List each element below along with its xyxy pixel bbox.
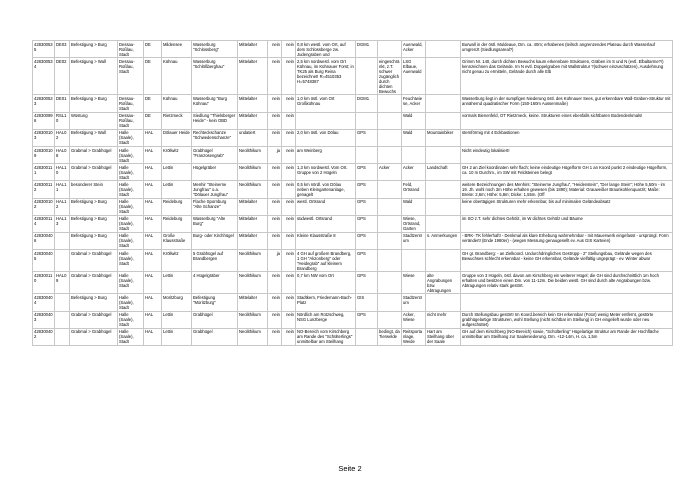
cell-period: Neolithikum	[238, 250, 268, 272]
cell-col-b: nein	[282, 58, 296, 95]
cell-remarks: weitere Bezeichnungen des Menhirs: "Steinerne Jungfrau", "Heidenstein", "Der lange Stein"; Höhe 5,50m - im 19. Jh. wohl noch 3m Höhe erhalten gewesen (bis 1890); Material: Grauweißer Braunkohlenquarzit; Maße: Breite: 2,6m; Höhe: 5,8m; Dicke: 1,55m. (Off	[461, 181, 673, 198]
cell-location: 1,3 km nordwestl. Vom Ort. Gruppe von 2 Hügeln	[296, 164, 356, 181]
cell-object-id: 428300110	[33, 272, 55, 294]
cell-col-a: nein	[268, 164, 282, 181]
cell-short-code	[55, 328, 70, 345]
cell-access	[378, 112, 402, 129]
cell-threat	[426, 146, 461, 163]
cell-land-use: Wald	[402, 112, 426, 129]
table-row	[33, 181, 673, 198]
cell-threat	[426, 198, 461, 215]
cell-location: Kleine Klausstraße 8	[296, 232, 356, 249]
cell-locality: Lettin	[162, 181, 192, 198]
cell-access	[378, 250, 402, 272]
cell-short-code: DE02	[55, 58, 70, 95]
cell-col-a: nein	[268, 215, 282, 232]
cell-period: Mittelalter	[238, 58, 268, 95]
cell-object-id: 428300109	[33, 146, 55, 163]
cell-district: Dessau-Roßlau, Stadt	[118, 41, 144, 58]
cell-object-id: 428300111	[33, 164, 55, 181]
cell-col-a: nein	[268, 311, 282, 328]
cell-object-id: 428300533	[33, 95, 55, 112]
table-row	[33, 129, 673, 146]
cell-locality: Reideburg	[162, 215, 192, 232]
cell-short-code: HAL02	[55, 129, 70, 146]
cell-category: Befestigung > Wall	[70, 129, 118, 146]
cell-district-code: HAL	[144, 215, 162, 232]
cell-remarks	[461, 294, 673, 311]
cell-category: Grabmal > Grabhügel	[70, 311, 118, 328]
cell-period: Mittelalter	[238, 232, 268, 249]
cell-remarks: vormals Bienenfeld, OT Rietzmeck, keine. Strukturen eines ebenfalls sichtbaren Bodendenkmals!	[461, 112, 673, 129]
cell-short-code: HAL10	[55, 164, 70, 181]
cell-district: Halle (Saale), Stadt	[118, 294, 144, 311]
cell-location: Nördlich am Rotzschweg, NSG Lunzberge	[296, 311, 356, 328]
cell-location: am Weinberg	[296, 146, 356, 163]
cell-short-code	[55, 294, 70, 311]
cell-land-use: Acker, Wiese	[402, 311, 426, 328]
cell-district-code: HAL	[144, 232, 162, 249]
cell-object-id: 428300103	[33, 129, 55, 146]
cell-category: Befestigung > Burg	[70, 215, 118, 232]
cell-site-name: Grabhügel	[192, 311, 238, 328]
cell-land-use: Stadtzentrum	[402, 294, 426, 311]
cell-district-code: DE	[144, 41, 162, 58]
cell-location: 4 GH auf großem Brandberg, 1 GH "Akzonberg" oder "Heidegrab" auf kleinem Brandberg	[296, 250, 356, 272]
cell-category: Wüstung	[70, 112, 118, 129]
cell-access	[378, 129, 402, 146]
cell-district: Halle (Saale), Stadt	[118, 198, 144, 215]
cell-locality: Große Klausstraße	[162, 232, 192, 249]
cell-col-b: nein	[282, 294, 296, 311]
cell-survey-method: GPS	[356, 232, 378, 249]
cell-period: Neolithikum	[238, 311, 268, 328]
cell-locality: Mildensee	[162, 41, 192, 58]
cell-access	[378, 272, 402, 294]
table-row	[33, 215, 673, 232]
cell-col-b: nein	[282, 232, 296, 249]
cell-survey-method: GPS	[356, 215, 378, 232]
cell-site-name: Wasserburg "Alte Burg"	[192, 215, 238, 232]
cell-access: Acker	[378, 164, 402, 181]
cell-location: 0,8 km westl. vom Ort, auf dem Schlossberge zw. Judengraben und	[296, 41, 356, 58]
cell-district: Dessau-Roßlau, Stadt	[118, 58, 144, 95]
table-row	[33, 95, 673, 112]
cell-remarks: keine obertägigen Strukturen mehr erkennbar, bis auf minimalen Geländeabsatz	[461, 198, 673, 215]
cell-site-name: Menhir "Steinerne Jungfrau" o.a. "Dölauer Jungfrau"	[192, 181, 238, 198]
cell-period: Mittelalter	[238, 95, 268, 112]
cell-short-code: DE03	[55, 41, 70, 58]
cell-category: Grabmal > Grabhügel	[70, 250, 118, 272]
cell-locality: Kröllwitz	[162, 250, 192, 272]
cell-period: Neolithikum	[238, 328, 268, 345]
cell-period: Mittelalter	[238, 112, 268, 129]
cell-locality: Reideburg	[162, 198, 192, 215]
table-row	[33, 250, 673, 272]
cell-access	[378, 294, 402, 311]
cell-site-name: Wasserburg "Schlossberg"	[192, 41, 238, 58]
table-row	[33, 198, 673, 215]
cell-period: Mittelalter	[238, 41, 268, 58]
cell-category: Befestigung > Burg	[70, 41, 118, 58]
cell-survey-method: GPS	[356, 272, 378, 294]
cell-location: westl. Ortsrand	[296, 198, 356, 215]
cell-category: Befestigung > Burg	[70, 294, 118, 311]
cell-threat	[426, 250, 461, 272]
cell-object-id: 428300403	[33, 311, 55, 328]
cell-threat	[426, 58, 461, 95]
cell-location: Stadtkern, Friedemann-Bach-Platz	[296, 294, 356, 311]
cell-district-code: HAL	[144, 181, 162, 198]
cell-remarks: sternförmig mit 4 Eckbastionen	[461, 129, 673, 146]
cell-district: Halle (Saale), Stadt	[118, 129, 144, 146]
cell-district: Dessau-Roßlau, Stadt	[118, 95, 144, 112]
cell-district-code: DE	[144, 112, 162, 129]
cell-col-a: nein	[268, 328, 282, 345]
cell-remarks: Burwall in der östl. Muldeaue, Dm. ca. 40m; erhabenes (teilsch angrenzendes Plateau durch Wasserlauf umgrenzt (Siedlungsareal?)	[461, 41, 673, 58]
cell-locality: Kröllwitz	[162, 146, 192, 163]
cell-access	[378, 198, 402, 215]
cell-survey-method: GPS	[356, 164, 378, 181]
cell-category: Grabmal > Grabhügel	[70, 272, 118, 294]
cell-district: Dessau-Roßlau, Stadt	[118, 112, 144, 129]
cell-district-code: HAL	[144, 272, 162, 294]
cell-locality: Dölauer Heide	[162, 129, 192, 146]
cell-district-code: DE	[144, 95, 162, 112]
cell-category: Befestigung > Burg	[70, 198, 118, 215]
cell-threat	[426, 181, 461, 198]
cell-threat: Hart am Steilhang über der Saale	[426, 328, 461, 345]
cell-col-a: ja	[268, 146, 282, 163]
cell-access	[378, 215, 402, 232]
table-row	[33, 41, 673, 58]
cell-period: Mittelalter	[238, 215, 268, 232]
cell-access: bedingt, da Tierwelde	[378, 328, 402, 345]
cell-land-use: Feuchtwiese, Acker	[402, 95, 426, 112]
cell-district-code: HAL	[144, 164, 162, 181]
cell-col-b: nein	[282, 328, 296, 345]
cell-col-a: nein	[268, 112, 282, 129]
cell-location: südwestl. Ortsrand	[296, 215, 356, 232]
cell-survey-method	[356, 328, 378, 345]
cell-short-code: DE01	[55, 95, 70, 112]
cell-location: 2,5 km nordwestl. vom Ort Kühnau, im Kühnauer Forst; in TK25 als Burg Reina bezeichnet! R=4510353 H=5748387	[296, 58, 356, 95]
cell-location: 0,7 km NW vom Ort	[296, 272, 356, 294]
cell-access	[378, 146, 402, 163]
cell-location: 1,0 km östl. vom Ort Großkühnau	[296, 95, 356, 112]
cell-land-use: Wiese	[402, 272, 426, 294]
cell-access	[378, 181, 402, 198]
cell-category: Befestigung > Burg	[70, 232, 118, 249]
cell-site-name: Grabhügel	[192, 328, 238, 345]
cell-land-use: Acker	[402, 164, 426, 181]
cell-object-id: 428300404	[33, 294, 55, 311]
cell-district: Halle (Saale), Stadt	[118, 232, 144, 249]
cell-short-code: HAL12	[55, 198, 70, 215]
cell-col-b: nein	[282, 41, 296, 58]
cell-category: Befestigung > Burg	[70, 95, 118, 112]
cell-threat	[426, 294, 461, 311]
cell-survey-method: GIS	[356, 294, 378, 311]
monument-table	[32, 40, 673, 346]
cell-object-id: 428300114	[33, 215, 55, 232]
table-row	[33, 164, 673, 181]
cell-remarks: Wasserburg liegt in der sumpfigen Niederung östl. des Kühnauer Sees, gut erkennbare Wall-Graben-Struktur mit annähernd quadratischer Form (150-160m Aussenmaße)	[461, 95, 673, 112]
table-row	[33, 232, 673, 249]
cell-district: Halle (Saale), Stadt	[118, 146, 144, 163]
cell-col-a: ja	[268, 250, 282, 272]
cell-threat	[426, 95, 461, 112]
cell-category: Grabmal > Grabhügel	[70, 164, 118, 181]
cell-col-b: nein	[282, 146, 296, 163]
page-footer: Seite 2	[338, 464, 362, 473]
cell-land-use: Stadtzentrum	[402, 232, 426, 249]
cell-col-a: nein	[268, 232, 282, 249]
cell-land-use: Wiese, Ortsrand, Garten	[402, 215, 426, 232]
cell-short-code: HAL08	[55, 146, 70, 163]
cell-col-b: nein	[282, 272, 296, 294]
cell-access	[378, 41, 402, 58]
cell-location: 2,0 km östl. von Dölau	[296, 129, 356, 146]
cell-period: Neolithikum	[238, 272, 268, 294]
cell-period: Neolithikum	[238, 181, 268, 198]
cell-locality: Kühnau	[162, 95, 192, 112]
cell-site-name: Burg- oder Kirchhügel	[192, 232, 238, 249]
cell-object-id: 428300102	[33, 198, 55, 215]
cell-location: 0,5 km nördl. von Dölau neben Kleingartenanlage, genagelt	[296, 181, 356, 198]
cell-land-use: Feld, Ortsrand	[402, 181, 426, 198]
cell-remarks: im SO z.T. sehr dichtes Gehölz, im W dichtes Gehölz und Bäume	[461, 215, 673, 232]
cell-threat: Mountainbiker	[426, 129, 461, 146]
cell-remarks: - BRK- TK fehlerhaft! - Denkmal als klare Erhebung wahrnehmbar - mit Mauerwerk eingefasst - ursprüngl. Form verändert! (Ende 1980er) - (wegen Messung genaugesellt ev. Aus GIS Karteien)	[461, 232, 673, 249]
cell-col-b: nein	[282, 164, 296, 181]
cell-threat: nicht mehr	[426, 311, 461, 328]
cell-site-name: Flache Spornburg "Alte Schanze"	[192, 198, 238, 215]
cell-district-code: HAL	[144, 129, 162, 146]
cell-access	[378, 311, 402, 328]
cell-site-name: Wasserburg "Schlößberghau"	[192, 58, 238, 95]
cell-district-code: DE	[144, 58, 162, 95]
cell-district: Halle (Saale), Stadt	[118, 328, 144, 345]
table-row	[33, 146, 673, 163]
cell-location: NO-Bereich vom Kirschberg am Rande des "Schülterlings" unmittelbar am Steilhang	[296, 328, 356, 345]
table-row	[33, 328, 673, 345]
cell-locality: Lettin	[162, 311, 192, 328]
cell-district: Halle (Saale), Stadt	[118, 164, 144, 181]
cell-survey-method: DGM1	[356, 95, 378, 112]
cell-object-id: 428300996	[33, 112, 55, 129]
cell-remarks: Nicht eindeutig lokalisiert!	[461, 146, 673, 163]
cell-site-name: 4 Hügelgräber	[192, 272, 238, 294]
cell-short-code: HAL09	[55, 272, 70, 294]
cell-site-name: Hügelgräber	[192, 164, 238, 181]
cell-category: Grabmal > Grabhügel	[70, 146, 118, 163]
table-row	[33, 272, 673, 294]
cell-col-a: nein	[268, 58, 282, 95]
cell-survey-method: GPS	[356, 250, 378, 272]
cell-threat: Landschaft	[426, 164, 461, 181]
cell-period: Neolithikum	[238, 146, 268, 163]
cell-locality: Moritzburg	[162, 294, 192, 311]
cell-district: Halle (Saale), Stadt	[118, 181, 144, 198]
cell-survey-method	[356, 112, 378, 129]
cell-site-name: 5 Grabhügel auf Brandbergen	[192, 250, 238, 272]
cell-locality: Lettin	[162, 328, 192, 345]
cell-district: Halle (Saale), Stadt	[118, 272, 144, 294]
cell-col-a: nein	[268, 198, 282, 215]
cell-survey-method: GPS	[356, 129, 378, 146]
cell-threat: s. Anmerkungen	[426, 232, 461, 249]
cell-locality: Lettin	[162, 164, 192, 181]
cell-col-b: nein	[282, 129, 296, 146]
cell-object-id: 428300406	[33, 232, 55, 249]
cell-land-use	[402, 250, 426, 272]
cell-object-id: 428300534	[33, 58, 55, 95]
cell-remarks: GH gr. Brandberg: - an Zielkoord. Undurchdringliches Gestrüpp - 2" Stellungsbau, Gelände wegen des Bewuchses schlecht erkennbar - keine GH erkennbar, Gelände vielfältig ungeprägt - ev. Winter abwar	[461, 250, 673, 272]
cell-object-id: 428300535	[33, 41, 55, 58]
cell-period: Mittelalter	[238, 294, 268, 311]
cell-threat	[426, 215, 461, 232]
cell-site-name: Wasserburg "Burg Kühnau"	[192, 95, 238, 112]
cell-land-use: LSG Elbaue, Auenwald	[402, 58, 426, 95]
cell-col-b: nein	[282, 311, 296, 328]
cell-location	[296, 112, 356, 129]
cell-land-use: Wald	[402, 129, 426, 146]
cell-category: Befestigung > Wall	[70, 58, 118, 95]
cell-category: Grabmal > Grabhügel	[70, 328, 118, 345]
cell-remarks: Durch Stellungsbau gestört! Im Koord.bereich kein GH erkennbar (Foto!) wenig Meter entfernt, gestörte grabhügelartige Strukturen, wohl Stellung (nicht sichtbar im Stellung) in GH eingelieft wurde oder neu aufgeschüttet)	[461, 311, 673, 328]
cell-site-name: Befestigung "Moritzburg"	[192, 294, 238, 311]
cell-survey-method: GPS	[356, 198, 378, 215]
table-row	[33, 58, 673, 95]
cell-object-id: 428300112	[33, 181, 55, 198]
cell-col-a: nein	[268, 41, 282, 58]
cell-district: Halle (Saale), Stadt	[118, 215, 144, 232]
cell-remarks: GH auf dem Kirschberg (NO-Bereich) sowie, "Schülterling" Hügelartige Struktur am Rande der Hochfläche unmittelbar am Steilhang zur Saaleniederung. Dm. +12-14m, H. ca. 1,5m	[461, 328, 673, 345]
cell-short-code: HAL13	[55, 215, 70, 232]
cell-threat: alte Angrabungen bzw. Abtragungen	[426, 272, 461, 294]
cell-remarks: GH 2 an Ziel koordinaten sehr flach; keine eindeutige Hügelform GH 1 an Koord punkt 2 eindeutige Hügelform, ca. 10 m Durchm., im SW mit Feldsteinen belegt	[461, 164, 673, 181]
cell-col-b: nein	[282, 198, 296, 215]
cell-site-name: Rechteckschanze "Schwedenschanze"	[192, 129, 238, 146]
cell-col-b: nein	[282, 95, 296, 112]
cell-col-b: nein	[282, 250, 296, 272]
cell-object-id: 428300402	[33, 328, 55, 345]
cell-site-name: Grabhügel "Franzosengrab"	[192, 146, 238, 163]
table-row	[33, 311, 673, 328]
cell-short-code: RSL10	[55, 112, 70, 129]
cell-category: besonderer Stein	[70, 181, 118, 198]
cell-short-code: HAL11	[55, 181, 70, 198]
cell-threat	[426, 41, 461, 58]
cell-locality: Lettin	[162, 272, 192, 294]
cell-col-b: nein	[282, 215, 296, 232]
cell-col-a: nein	[268, 129, 282, 146]
cell-land-use: Auenwald, Acker	[402, 41, 426, 58]
cell-survey-method: GPS	[356, 181, 378, 198]
cell-district-code: HAL	[144, 328, 162, 345]
cell-district-code: HAL	[144, 146, 162, 163]
cell-col-a: nein	[268, 294, 282, 311]
cell-district-code: HAL	[144, 294, 162, 311]
cell-survey-method: GPS	[356, 311, 378, 328]
cell-district-code: HAL	[144, 311, 162, 328]
cell-district: Halle (Saale), Stadt	[118, 311, 144, 328]
cell-period: undatiert	[238, 129, 268, 146]
cell-land-use: Wald	[402, 198, 426, 215]
cell-short-code	[55, 311, 70, 328]
cell-col-b: nein	[282, 112, 296, 129]
cell-short-code	[55, 232, 70, 249]
cell-period: Mittelalter	[238, 198, 268, 215]
cell-district-code: HAL	[144, 198, 162, 215]
cell-access: eingeschränkt, z.T. schwer zugänglich durch dichten Bewuchs	[379, 58, 400, 94]
cell-col-a: nein	[268, 181, 282, 198]
cell-district: Halle (Saale), Stadt	[118, 250, 144, 272]
cell-survey-method	[356, 58, 378, 95]
cell-access	[378, 232, 402, 249]
cell-col-a: nein	[268, 95, 282, 112]
cell-object-id: 428300405	[33, 250, 55, 272]
cell-locality: Kühnau	[162, 58, 192, 95]
cell-access	[378, 95, 402, 112]
cell-short-code	[55, 250, 70, 272]
cell-period: Neolithikum	[238, 164, 268, 181]
table-row	[33, 112, 673, 129]
cell-locality: Rietzmeck	[162, 112, 192, 129]
cell-land-use: Reitsportanlage, Weide	[402, 328, 426, 345]
cell-threat	[426, 112, 461, 129]
cell-site-name: Siedlung "Thielsberger Heide" - kein OBD	[192, 112, 238, 129]
cell-district-code: HAL	[144, 250, 162, 272]
cell-land-use	[402, 146, 426, 163]
cell-remarks: Grimm Nr. 140, durch dichten Bewuchs kaum erkennbare Strukturen, Gräben im S und N (evtl. Elbaltarme?!) kennzeichnen das Gelände. Im N evtl. Doppelgraben mit Wallstruktur ?(schwer einzuschätzen), Ausdehnung nicht genau zu ermitteln, Gelände durch alle Elb	[461, 58, 673, 95]
cell-col-b: nein	[282, 181, 296, 198]
table-row	[33, 294, 673, 311]
cell-remarks: Gruppe von 3 Hügeln, östl. davon am Kirschberg ein weiterer Hügel; die GH sind durchschnittlich 1m hoch erhalten und besitzen einen Dm. von 11-12m. Die beiden westl. GH sind durch alte Angrabungen bzw. Abtragungen relativ stark gestört.	[461, 272, 673, 294]
cell-survey-method: DGM1	[356, 41, 378, 58]
cell-survey-method	[356, 146, 378, 163]
cell-col-a: nein	[268, 272, 282, 294]
